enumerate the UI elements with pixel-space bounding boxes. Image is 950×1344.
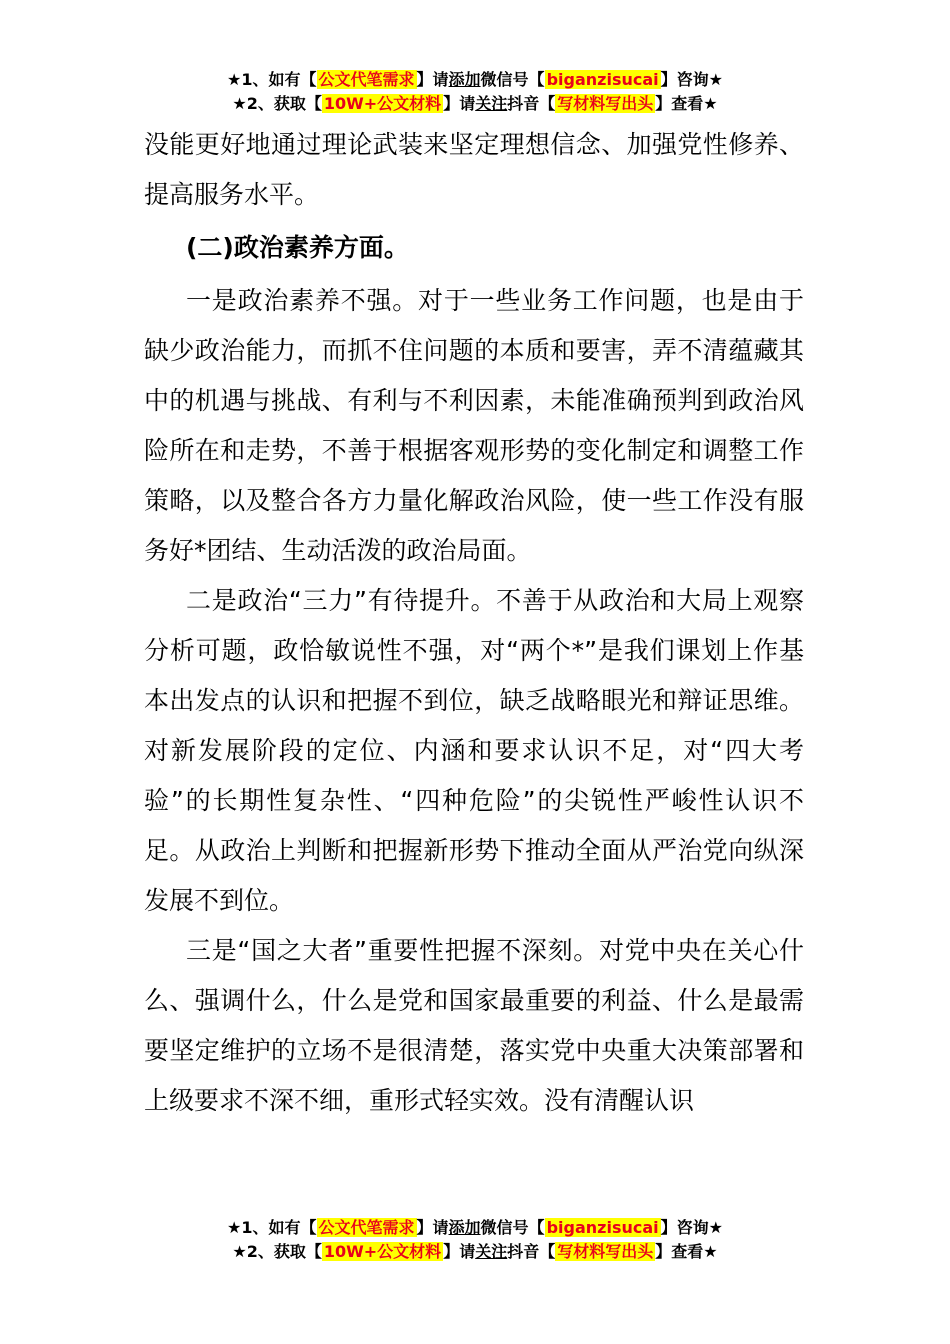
banner-highlight-douyin-id: 写材料写出头 [557, 94, 654, 113]
banner-text: 】查看★ [655, 1242, 718, 1261]
banner-highlight-wechat-id: biganzisucai [546, 70, 659, 89]
banner-text: 微信号【 [480, 1218, 545, 1237]
paragraph-national-priorities: 三是“国之大者”重要性把握不深刻。对党中央在关心什么、强调什么，什么是党和国家最重要的利益、什么是最需要坚定维护的立场不是很清楚，落实党中央重大决策部署和上级要求不深不细，重形式轻实效。没有清醒认识 [144, 936, 804, 1115]
banner-text: 微信号【 [480, 70, 545, 89]
banner-highlight-douyin-id: 写材料写出头 [557, 1242, 654, 1261]
banner-text: 】请 [443, 1242, 476, 1261]
banner-text: ★2、获取【 [232, 94, 322, 113]
banner-text: ★1、如有【 [227, 70, 317, 89]
header-banner [0, 68, 950, 116]
paragraph-continuation: 没能更好地通过理论武装来坚定理想信念、加强党性修养、提高服务水平。 [144, 130, 804, 209]
section-heading: (二)政治素养方面。 [186, 233, 409, 262]
footer-banner-line-2 [0, 1240, 950, 1264]
banner-highlight-wechat-id: biganzisucai [546, 1218, 659, 1237]
banner-underlined-text: 添加 [448, 70, 481, 89]
document-body [144, 120, 804, 1126]
footer-banner-line-1 [0, 1216, 950, 1240]
header-banner-line-1 [0, 68, 950, 92]
banner-text: 】查看★ [655, 94, 718, 113]
paragraph-political-literacy: 一是政治素养不强。对于一些业务工作问题，也是由于缺少政治能力，而抓不住问题的本质和要害，弄不清蕴藏其中的机遇与挑战、有利与不利因素，未能准确预判到政治风险所在和走势，不善于根据客观形势的变化制定和调整工作策略，以及整合各方力量化解政治风险，使一些工作没有服务好*团结、生动活泼的政治局面。 [144, 286, 804, 565]
banner-underlined-text: 关注 [475, 94, 508, 113]
banner-highlight: 10W+公文材料 [323, 1242, 442, 1261]
banner-text: 抖音【 [507, 94, 556, 113]
paragraph-three-abilities: 二是政治“三力”有待提升。不善于从政治和大局上观察分析可题，政恰敏说性不强，对“两个*”是我们课划上作基本出发点的认识和把握不到位，缺乏战略眼光和辩证思维。对新发展阶段的定位、内涵和要求认识不足，对“四大考验”的长期性复杂性、“四种危险”的尖锐性严峻性认识不足。从政治上判断和把握新形势下推动全面从严治党向纵深发展不到位。 [144, 586, 804, 915]
banner-text: 抖音【 [507, 1242, 556, 1261]
banner-highlight: 公文代笔需求 [318, 70, 415, 89]
banner-underlined-text: 关注 [475, 1242, 508, 1261]
banner-underlined-text: 添加 [448, 1218, 481, 1237]
banner-highlight: 公文代笔需求 [318, 1218, 415, 1237]
banner-text: 】请 [416, 70, 449, 89]
banner-text: 】咨询★ [660, 1218, 723, 1237]
banner-text: 】请 [416, 1218, 449, 1237]
banner-text: 】咨询★ [660, 70, 723, 89]
banner-text: ★1、如有【 [227, 1218, 317, 1237]
banner-highlight: 10W+公文材料 [323, 94, 442, 113]
footer-banner [0, 1216, 950, 1264]
banner-text: ★2、获取【 [232, 1242, 322, 1261]
header-banner-line-2 [0, 92, 950, 116]
banner-text: 】请 [443, 94, 476, 113]
